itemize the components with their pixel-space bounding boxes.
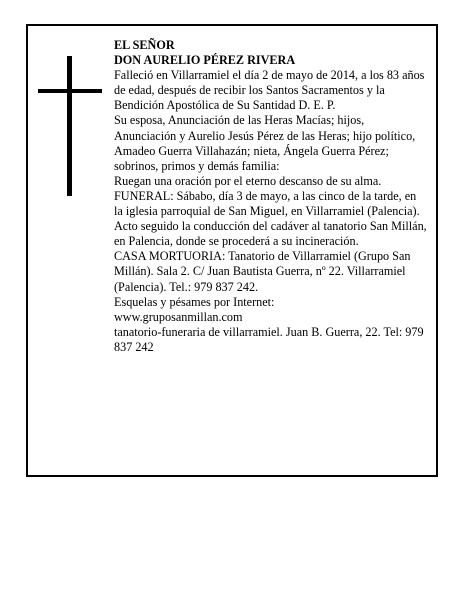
title-line-1: EL SEÑOR <box>114 38 175 52</box>
death-paragraph: Falleció en Villarramiel el día 2 de mayo de 2014, a los 83 años de edad, después de recibir los Santos Sacramentos y la Bendición Apostólica de Su Santidad D. E. P. <box>114 68 425 113</box>
mortuary-paragraph: CASA MORTUORIA: Tanatorio de Villarramiel (Grupo San Millán). Sala 2. C/ Juan Bautista Guerra, nº 22. Villarramiel (Palencia). Tel.: 979 837 242. <box>114 249 411 294</box>
deceased-name: DON AURELIO PÉREZ RIVERA <box>114 53 296 68</box>
website-text: www.gruposanmillan.com <box>114 309 243 324</box>
cross-horizontal-bar <box>38 89 102 93</box>
cross-vertical-bar <box>67 56 72 196</box>
funeral-home-line: tanatorio-funeraria de villarramiel. Juan B. Guerra, 22. Tel: 979 837 242 <box>114 324 424 354</box>
latin-cross-icon <box>38 56 102 196</box>
obituary-text <box>114 38 428 355</box>
internet-line: Esquelas y pésames por Internet: <box>114 294 275 309</box>
funeral-paragraph: FUNERAL: Sábabo, día 3 de mayo, a las cinco de la tarde, en la iglesia parroquial de San Miguel, en Villarramiel (Palencia). Acto seguido la conducción del cadáver al tanatorio San Millán, en Palencia, donde se procederá a su incineración. <box>114 188 427 249</box>
family-paragraph: Su esposa, Anunciación de las Heras Macías; hijos, Anunciación y Aurelio Jesús Pérez de las Heras; hijo político, Amadeo Guerra Villahazán; nieta, Ángela Guerra Pérez; sobrinos, primos y demás familia: <box>114 113 416 173</box>
prayer-paragraph: Ruegan una oración por el eterno descanso de su alma. <box>114 173 382 188</box>
